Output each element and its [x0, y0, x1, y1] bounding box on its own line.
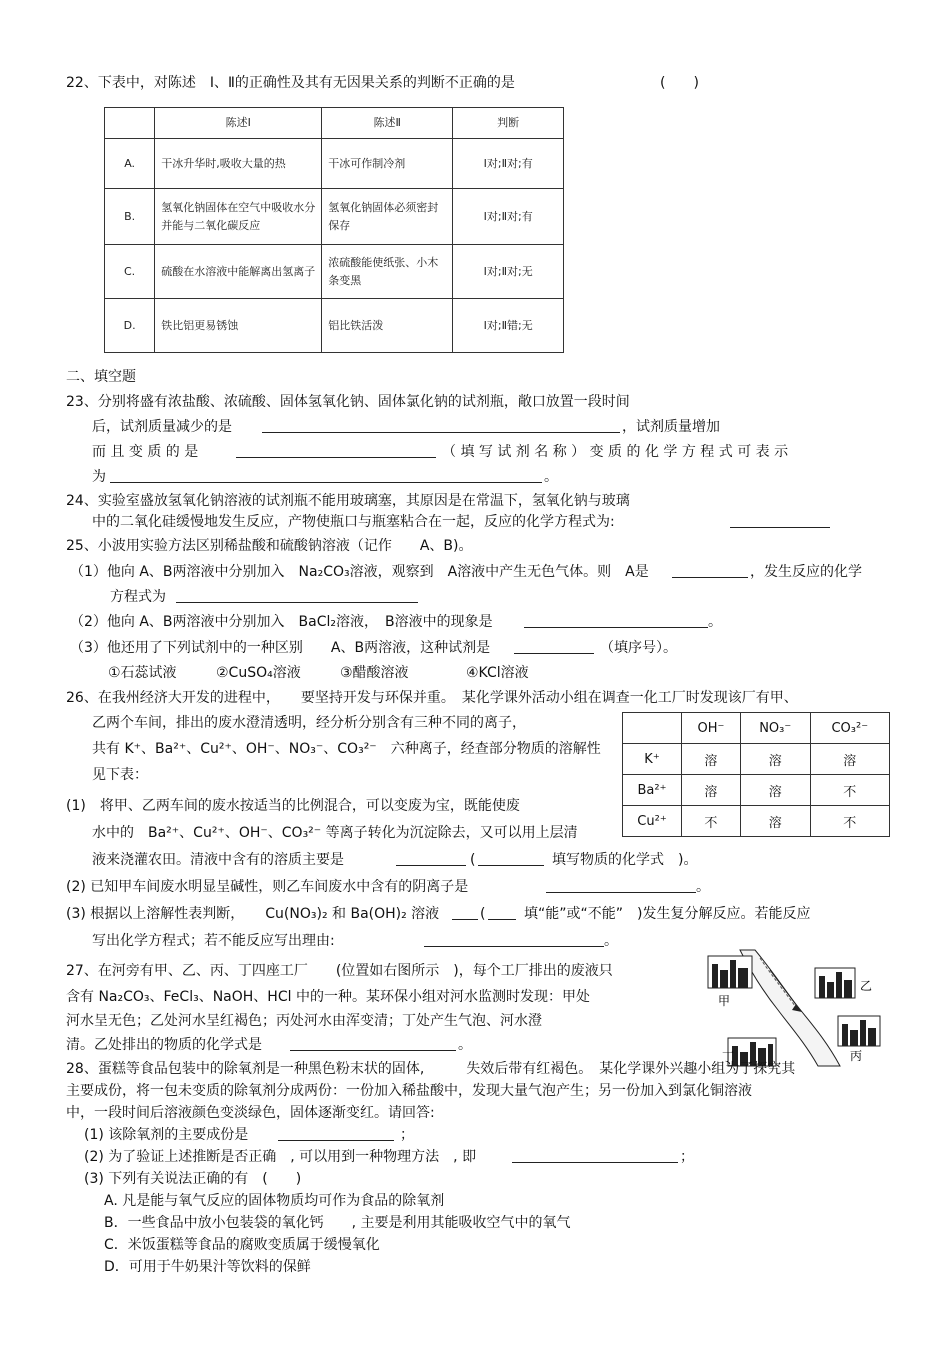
q27-line4a: 清。乙处排出的物质的化学式是: [66, 1037, 262, 1053]
q22-row-b-judge: Ⅰ对;Ⅱ对;有: [453, 189, 564, 245]
solubility-cell: 溶: [682, 744, 741, 775]
section-title-fill-in: 二、填空题: [66, 369, 136, 385]
label-ding: 丁: [722, 1050, 735, 1064]
q22-row-d-judge: Ⅰ对;Ⅱ错;无: [453, 299, 564, 353]
label-yi: 乙: [860, 979, 873, 993]
q26-part1d: 填写物质的化学式 )。: [552, 852, 698, 868]
q28-part1a: (1) 该除氧剂的主要成份是: [84, 1127, 249, 1143]
q24-line1: 24、实验室盛放氢氧化钠溶液的试剂瓶不能用玻璃塞，其原因是在常温下，氢氧化钠与玻璃: [66, 493, 630, 509]
q23-line2b: ，试剂质量增加: [622, 419, 720, 435]
q26-line2: 乙两个车间，排出的废水澄清透明，经分析分别含有三种不同的离子，: [92, 715, 526, 731]
q22-row-a-s1: 干冰升华时,吸收大量的热: [155, 139, 322, 189]
factory-yi-icon: [815, 968, 855, 998]
q26-line4: 见下表：: [92, 767, 148, 783]
q26-part1a: (1) 将甲、乙两车间的废水按适当的比例混合，可以变废为宝，既能使废: [66, 798, 520, 814]
q22-header-s2: 陈述Ⅱ: [322, 108, 453, 139]
river-factory-diagram: [700, 948, 890, 1068]
q23-line2a: 后，试剂质量减少的是: [92, 419, 232, 435]
q22-row-b-s2: 氢氧化钠固体必须密封保存: [322, 189, 453, 245]
q25-option-2: ②CuSO₄溶液: [216, 665, 301, 681]
solubility-row-cu: Cu²⁺: [623, 806, 682, 837]
q27-blank-formula[interactable]: [290, 1036, 456, 1051]
solubility-col-no3: NO₃⁻: [740, 713, 810, 744]
q26-blank-can-react-2[interactable]: [488, 905, 516, 920]
q24-blank-equation[interactable]: [730, 513, 830, 528]
factory-jia-icon: [708, 956, 752, 988]
solubility-cell: 不: [810, 806, 889, 837]
q26-blank-anions[interactable]: [546, 878, 696, 893]
q25-blank-phenomenon[interactable]: [524, 613, 708, 628]
solubility-cell: 溶: [810, 744, 889, 775]
q28-line3: 中，一段时间后溶液颜色变淡绿色，固体逐渐变红。请回答:: [66, 1105, 435, 1121]
q23-line4b: 。: [544, 469, 558, 485]
q22-row-b-s1: 氢氧化钠固体在空气中吸收水分并能与二氧化碳反应: [155, 189, 322, 245]
label-jia: 甲: [718, 994, 731, 1008]
solubility-cell: 溶: [740, 806, 810, 837]
q22-row-d-opt: D.: [105, 299, 155, 353]
q22-header-s1: 陈述Ⅰ: [155, 108, 322, 139]
q25-part2a: （2）他向 A、B两溶液中分别加入 BaCl₂溶液， B溶液中的现象是: [70, 614, 493, 630]
q22-header-judge: 判断: [453, 108, 564, 139]
q26-part3c: 写出化学方程式；若不能反应写出理由:: [92, 933, 335, 949]
solubility-cell: 溶: [740, 744, 810, 775]
q25-part1c: 方程式为: [110, 589, 166, 605]
solubility-cell: 溶: [740, 775, 810, 806]
q28-part1b: ；: [400, 1127, 414, 1143]
q22-row-a-s2: 干冰可作制冷剂: [322, 139, 453, 189]
q22-answer-paren: ( ): [660, 75, 699, 91]
q27-line3: 河水呈无色；乙处河水呈红褐色；丙处河水由浑变清；丁处产生气泡、河水澄: [66, 1013, 542, 1029]
q28-line2: 主要成份，将一包未变质的除氧剂分成两份：一份加入稀盐酸中，发现大量气泡产生；另一份加入到氯化铜溶液: [66, 1083, 752, 1099]
q28-part3: (3) 下列有关说法正确的有 ( ): [84, 1171, 302, 1187]
q22-row-a-judge: Ⅰ对;Ⅱ对;有: [453, 139, 564, 189]
q23-line3a: 而 且 变 质 的 是: [92, 444, 199, 460]
solubility-col-oh: OH⁻: [682, 713, 741, 744]
q22-row-c-s1: 硫酸在水溶液中能解离出氢离子: [155, 245, 322, 299]
solubility-cell: 不: [810, 775, 889, 806]
q22-header-blank: [105, 108, 155, 139]
q22-row-c-s2: 浓硫酸能使纸张、小木条变黑: [322, 245, 453, 299]
q25-part1b: ，发生反应的化学: [750, 564, 862, 580]
q26-blank-solute[interactable]: [396, 851, 466, 866]
factory-bing-icon: [838, 1016, 880, 1046]
q27-line2: 含有 Na₂CO₃、FeCl₃、NaOH、HCl 中的一种。某环保小组对河水监测时发现：甲处: [66, 989, 590, 1005]
q23-blank-reagent[interactable]: [236, 443, 436, 458]
solubility-row-ba: Ba²⁺: [623, 775, 682, 806]
q25-option-3: ③醋酸溶液: [340, 665, 409, 681]
q26-paren-open: (: [470, 852, 476, 868]
q22-row-b-opt: B.: [105, 189, 155, 245]
q26-part3a: (3) 根据以上溶解性表判断， Cu(NO₃)₂ 和 Ba(OH)₂ 溶液: [66, 906, 440, 922]
q25-blank-a[interactable]: [672, 563, 748, 578]
solubility-row-k: K⁺: [623, 744, 682, 775]
q22-stem: 22、下表中，对陈述 Ⅰ、Ⅱ的正确性及其有无因果关系的判断不正确的是: [66, 75, 515, 91]
q22-table: [104, 107, 564, 353]
q25-option-1: ①石蕊试液: [108, 665, 177, 681]
q26-part3b: 填“能”或“不能” )发生复分解反应。若能反应: [524, 906, 811, 922]
solubility-cell: 不: [682, 806, 741, 837]
q25-part3b: （填序号）。: [600, 640, 677, 656]
q26-line3: 共有 K⁺、Ba²⁺、Cu²⁺、OH⁻、NO₃⁻、CO₃²⁻ 六种离子，经查部分物质的溶解性: [92, 741, 601, 757]
q23-blank-equation[interactable]: [110, 468, 542, 483]
solubility-corner: [623, 713, 682, 744]
q25-blank-equation[interactable]: [176, 588, 418, 603]
q27-line4b: 。: [458, 1037, 472, 1053]
q28-option-b: B．一些食品中放小包装袋的氧化钙 , 主要是利用其能吸收空气中的氧气: [104, 1215, 571, 1231]
q25-blank-reagent[interactable]: [514, 639, 594, 654]
q23-line1: 23、分别将盛有浓盐酸、浓硫酸、固体氢氧化钠、固体氯化钠的试剂瓶，敞口放置一段时间: [66, 394, 630, 410]
q26-blank-reason[interactable]: [424, 932, 604, 947]
q23-blank-decrease[interactable]: [262, 418, 620, 433]
q28-option-a: A. 凡是能与氧气反应的固体物质均可作为食品的除氧剂: [104, 1193, 445, 1209]
q26-blank-formula[interactable]: [478, 851, 544, 866]
q24-line2: 中的二氧化硅缓慢地发生反应，产物使瓶口与瓶塞粘合在一起，反应的化学方程式为:: [92, 514, 615, 530]
solubility-table: [622, 712, 890, 837]
q25-line1: 25、小波用实验方法区别稀盐酸和硫酸钠溶液（记作 A、B)。: [66, 538, 473, 554]
solubility-cell: 溶: [682, 775, 741, 806]
q28-option-c: C．米饭蛋糕等食品的腐败变质属于缓慢氧化: [104, 1237, 380, 1253]
q26-part1b: 水中的 Ba²⁺、Cu²⁺、OH⁻、CO₃²⁻ 等离子转化为沉淀除去，又可以用上层清: [92, 825, 578, 841]
q26-line1: 26、在我州经济大开发的进程中， 要坚持开发与环保并重。 某化学课外活动小组在调查一化工厂时发现该厂有甲、: [66, 690, 798, 706]
q26-part2b: 。: [696, 879, 710, 895]
q27-line1: 27、在河旁有甲、乙、丙、丁四座工厂 (位置如右图所示 )，每个工厂排出的废液只: [66, 963, 613, 979]
q26-blank-can-react[interactable]: [452, 905, 478, 920]
q25-part3a: （3）他还用了下列试剂中的一种区别 A、B两溶液，这种试剂是: [70, 640, 491, 656]
label-bing: 丙: [850, 1049, 863, 1063]
solubility-col-co3: CO₃²⁻: [810, 713, 889, 744]
q28-blank-method[interactable]: [512, 1148, 678, 1163]
q22-row-a-opt: A.: [105, 139, 155, 189]
q28-option-d: D．可用于牛奶果汁等饮料的保鲜: [104, 1259, 311, 1275]
q26-part2a: (2) 已知甲车间废水明显呈碱性，则乙车间废水中含有的阴离子是: [66, 879, 469, 895]
q22-row-d-s2: 铝比铁活泼: [322, 299, 453, 353]
q28-line1: 28、蛋糕等食品包装中的除氧剂是一种黑色粉末状的固体, 失效后带有红褐色。 某化学课外兴趣小组为了探究其: [66, 1061, 796, 1077]
q25-part1a: （1）他向 A、B两溶液中分别加入 Na₂CO₃溶液，观察到 A溶液中产生无色气体。则 A是: [70, 564, 649, 580]
q28-blank-component[interactable]: [278, 1126, 394, 1141]
q26-paren-open-2: (: [480, 906, 486, 922]
q26-part3d: 。: [604, 933, 618, 949]
q22-row-c-opt: C.: [105, 245, 155, 299]
q25-part2b: 。: [708, 614, 722, 630]
q28-part2a: (2) 为了验证上述推断是否正确 , 可以用到一种物理方法 , 即: [84, 1149, 477, 1165]
q25-option-4: ④KCl溶液: [466, 665, 529, 681]
q22-row-c-judge: Ⅰ对;Ⅱ对;无: [453, 245, 564, 299]
q22-row-d-s1: 铁比铝更易锈蚀: [155, 299, 322, 353]
q23-line4a: 为: [92, 469, 106, 485]
q26-part1c: 液来浇灌农田。清液中含有的溶质主要是: [92, 852, 344, 868]
q23-line3b: （ 填 写 试 剂 名 称 ） 变 质 的 化 学 方 程 式 可 表 示: [442, 444, 789, 460]
q28-part2b: ；: [680, 1149, 694, 1165]
